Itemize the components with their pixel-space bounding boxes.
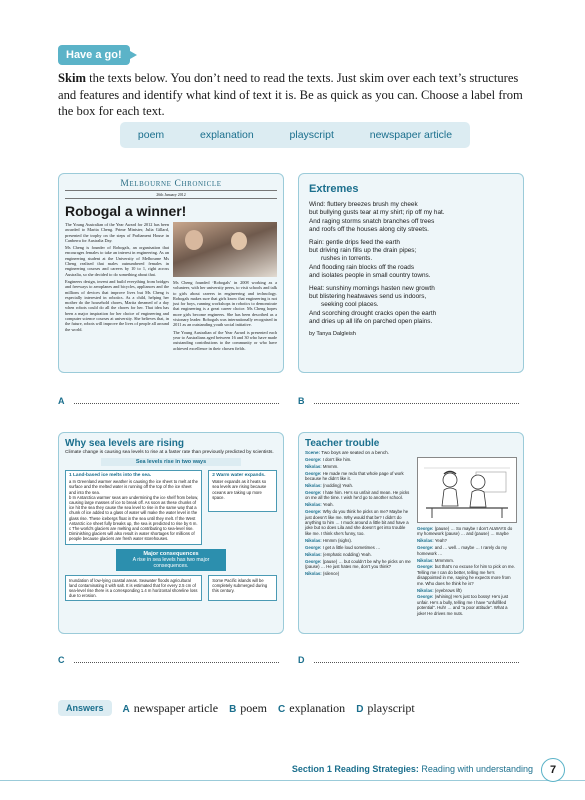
answer-item — [356, 701, 415, 716]
answer-line-letter: C — [58, 655, 65, 665]
answers-row — [58, 700, 415, 716]
answer-letter: A — [122, 703, 130, 715]
answer-line-a[interactable] — [58, 396, 284, 406]
script-line — [305, 559, 412, 570]
box-heading: 2 Warm water expands. — [212, 473, 266, 478]
instructions-text: the texts below. You don’t need to read the texts. Just skim over each text’s structures and features and identify what kind of text it is. Be as quick as you can. Choose a label from the box for each text. — [58, 71, 523, 118]
script-line — [305, 490, 412, 501]
explanation-title: Why sea levels are rising — [65, 438, 184, 449]
scene-text: Two boys are seated on a bench. — [321, 450, 389, 455]
footer-section-title — [292, 764, 533, 774]
speaker: George: — [305, 490, 322, 496]
label-box — [120, 122, 470, 148]
script-line — [417, 558, 517, 563]
script-line — [417, 588, 517, 593]
consequence-box-1 — [65, 575, 202, 602]
speaker: George: — [305, 544, 322, 550]
script-line — [305, 552, 412, 557]
newspaper-headline: Robogal a winner! — [65, 203, 187, 219]
poem-stanza — [309, 201, 513, 235]
article-column-2 — [173, 222, 277, 353]
answer-dotted-line — [314, 662, 519, 663]
line-text: and … well… maybe … I rarely do my homework … — [417, 545, 508, 556]
poem-line: And flooding rain blocks off the roads — [309, 263, 415, 271]
answer-text: explanation — [289, 700, 346, 715]
speaker: George: — [305, 509, 322, 515]
poem-line: And raging storms snatch branches off trees — [309, 217, 435, 225]
boys-on-bench-drawing — [418, 458, 516, 522]
answer-line-b[interactable] — [298, 396, 524, 406]
script-line — [305, 471, 412, 482]
answer-letter: C — [277, 703, 286, 715]
script-line — [417, 545, 517, 556]
answer-text: playscript — [367, 700, 415, 715]
explanation-box-2 — [208, 470, 277, 512]
poem-line: and roofs off the houses along city streets. — [309, 226, 429, 234]
major-consequences-box — [116, 549, 226, 571]
answer-item — [278, 701, 345, 716]
have-a-go-banner: Have a go! — [58, 45, 130, 65]
script-line — [305, 483, 412, 488]
speaker: George: — [417, 564, 434, 570]
poem-line: seeking cool places. — [321, 301, 379, 309]
poem-title: Extremes — [309, 183, 359, 195]
poem-line: rushes in torrents. — [321, 255, 373, 263]
script-line — [417, 564, 517, 586]
speaker: Nikolas: — [305, 537, 322, 543]
script-line — [305, 545, 412, 550]
answer-line-letter: D — [298, 655, 305, 665]
consequence-text: Some Pacific islands will be completely submerged during this century. — [212, 577, 268, 594]
consequence-text: Inundation of low-lying coastal areas. Seawater floods agricultural land contaminating it with salt. It is estimated that for every 2.5 cm of sea-level rise there is a corresponding 1.4 m horizontal shoreline loss due to erosion. — [69, 577, 198, 599]
label-playscript: playscript — [289, 129, 334, 141]
line-text: Why do you think he picks on me? Maybe he just doesn’t like me. Why would that be? I didn’t do anything to him … I muck around a little bit and have a joke but so does Lila and she doesn’t get into trouble like me. I think she’s funny, too. — [305, 509, 409, 536]
footer-topic: Reading with understanding — [418, 764, 533, 774]
speaker: George: — [417, 594, 434, 600]
line-text: but that’s no excuse for him to pick on me. Telling me I can do better, telling me he’s disappointed in me, saying he expects more from me. Who does he think he is? — [417, 564, 516, 586]
explanation-box-1 — [65, 470, 202, 545]
speaker: George: — [305, 558, 322, 564]
newspaper-masthead: Melbourne Chronicle — [65, 179, 277, 191]
label-poem: poem — [137, 129, 165, 141]
poem-line: but bullying gusts tear at my shirt; rip off my hat. — [309, 209, 445, 217]
speaker: Nikolas: — [417, 557, 434, 563]
poem-line: and dries up all life on parched open plains. — [309, 318, 433, 326]
answer-line-letter: A — [58, 396, 65, 406]
article-paragraph: Engineers design, invent and build everything from bridges and freeways to aeroplanes and bicycles, appliances and the millions of devices that improve lives but Ms Cheng is especially interested in robotics. As a child, helping her mother do the household chores, Marita dreamed of a day when robots could do all the chores for her. That idea has been a major inspiration for her choice of engineering and computer science courses at university. She believes that, in the future, robots will improve the lives of people all around the world. — [65, 278, 169, 332]
poem-line: Heat: sunshiny mornings hasten new growth — [309, 284, 435, 292]
scene-label: Scene: — [305, 450, 321, 455]
line-text: Yeah? — [434, 538, 447, 544]
answer-dotted-line — [74, 403, 279, 404]
line-text: I don’t like him. — [322, 457, 352, 462]
speaker: Nikolas: — [417, 587, 434, 593]
box-item: a In Greenland warmer weather is causing the ice sheet to melt at the surface and the melted water is running off the top of the ice sheet and into the sea. — [69, 479, 198, 495]
box-item: b In Antarctica warmer seas are undermining the ice shelf from below, causing large masses of ice to break off. As soon as these chunks of ice hit the sea they cause the sea level to rise in the same way that a chunk of ice added to a glass of water will make the water level in the glass rise. These icebergs float in the sea until they melt. If the West Antarctic ice sheet fully breaks up, the sea is predicted to rise by 6 m. — [69, 494, 199, 526]
speaker: George: — [305, 470, 322, 476]
answer-line-d[interactable] — [298, 655, 524, 665]
speaker: Nikolas: — [417, 538, 434, 544]
line-text: Mmmm. — [322, 463, 339, 469]
poem-line: but driving rain fills up the drain pipes; — [309, 247, 417, 255]
speaker: Nikolas: — [305, 570, 322, 576]
poem-line: Wind: fluttery breezes brush my cheek — [309, 201, 418, 208]
box-text: Water expands as it heats so sea levels are rising because oceans are taking up more space. — [212, 479, 267, 500]
script-line — [305, 502, 412, 507]
script-line — [417, 538, 517, 543]
text-a-panel — [58, 173, 284, 373]
answer-letter: D — [356, 703, 364, 715]
article-photo — [173, 222, 277, 277]
script-line — [305, 509, 412, 536]
answer-letter: B — [229, 703, 237, 715]
article-paragraph: Ms Cheng is founder of Robogals, an organisation that encourages females to take an interest in engineering. As an engineering student at the University of Melbourne Ms Cheng realised that males outnumbered females in engineering courses and careers by 10 to 1, right across Australia, so she decided to do something about that. — [65, 245, 169, 277]
answer-text: poem — [240, 700, 267, 715]
major-consequences-heading: Major consequences — [143, 550, 199, 557]
script-line — [417, 594, 517, 616]
line-text: (nodding) Yeah. — [322, 483, 354, 489]
line-text: I get a little loud sometimes … — [322, 544, 381, 550]
playscript-right-column — [417, 457, 517, 618]
line-text: He made me redo that whole page of work because he didn’t like it. — [305, 470, 404, 482]
label-explanation: explanation — [200, 129, 254, 141]
footer-rule — [0, 780, 585, 781]
script-line — [305, 538, 412, 543]
line-text: (pause) … but couldn’t be why he picks on me (pause) … He just hates me, don’t you think? — [305, 558, 411, 569]
article-column-1 — [65, 222, 169, 353]
line-text: Yeah. — [322, 502, 334, 508]
article-paragraph: The Young Australian of the Year Award for 2012 has been awarded to Marita Cheng. Prime Minister, Julia Gillard, presented the trophy on the steps of Parliament House in Canberra for Australia Day. — [65, 222, 169, 243]
line-text: I hate him. He’s so unfair and mean. He picks on me all the time. I wish he’d go to another school. — [305, 490, 410, 501]
poem-stanza — [309, 285, 513, 327]
footer-section: Section 1 Reading Strategies: — [291, 764, 419, 774]
playscript-title: Teacher trouble — [305, 438, 380, 449]
line-text: Hmmm (sighs). — [322, 537, 353, 543]
line-text: Mmmmm. — [434, 557, 455, 563]
poem-author: by Tanya Dalgleish — [309, 330, 356, 337]
answer-dotted-line — [314, 403, 519, 404]
answer-item — [229, 701, 267, 716]
script-line — [305, 457, 412, 462]
answer-line-letter: B — [298, 396, 305, 406]
script-line — [305, 571, 412, 576]
scene-direction — [305, 450, 517, 455]
speaker: George: — [417, 545, 434, 551]
line-text: (emphatic nodding) Yeah. — [322, 551, 372, 557]
answer-item — [123, 701, 219, 716]
poem-line: Rain: gentle drips feed the earth — [309, 238, 400, 246]
line-text: (whining) He’s just too bossy! He’s just unfair. He’s a bully, telling me I have “unfulfilled potential”. Huh! … and “a poor attitude”. What a joke! He drives me nuts. — [417, 594, 509, 616]
script-line — [305, 464, 412, 469]
speaker: Nikolas: — [305, 483, 322, 489]
instructions-bold: Skim — [58, 71, 86, 85]
page-number: 7 — [541, 758, 565, 782]
playscript-left-column — [305, 457, 412, 618]
two-boys-illustration — [417, 457, 517, 523]
explanation-banner: Sea levels rise in two ways — [101, 458, 241, 466]
text-d-panel — [298, 432, 524, 634]
box-heading: 1 Land-based ice melts into the sea. — [69, 473, 152, 478]
answer-dotted-line — [74, 662, 279, 663]
box-item: c The world’s glaciers are melting and contributing to sea-level rise. Diminishing glaciers will also result in water shortages for millions of people because glaciers are fresh water storehouses. — [69, 526, 195, 542]
article-paragraph: The Young Australian of the Year Award is presented each year to Australians aged between 16 and 30 who have made outstanding contributions to the community or who have achieved excellence in their chosen fields. — [173, 329, 277, 351]
speaker: Nikolas: — [305, 463, 322, 469]
speaker: Nikolas: — [305, 502, 322, 508]
poem-line: And scorching drought cracks open the earth — [309, 309, 437, 317]
explanation-subtitle: Climate change is causing sea levels to rise at a faster rate than previously predicted by scientists. — [65, 450, 274, 455]
speaker: George: — [417, 526, 434, 531]
answer-text: newspaper article — [133, 700, 219, 715]
text-b-panel — [298, 173, 524, 373]
newspaper-date: 26th January 2012 — [65, 191, 277, 199]
instructions — [58, 70, 530, 120]
major-consequences-subtitle: A rise in sea levels has two major consequences. — [132, 556, 210, 569]
page-footer — [0, 762, 585, 784]
consequence-box-2 — [208, 575, 277, 602]
text-c-panel — [58, 432, 284, 634]
line-text: (pause) … So maybe I don’t ALWAYS do my homework (pause) … and (pause) … maybe — [417, 526, 513, 537]
label-newspaper-article: newspaper article — [369, 129, 453, 141]
speaker: George: — [305, 457, 322, 462]
answers-tag: Answers — [58, 700, 112, 716]
poem-stanza — [309, 239, 513, 281]
script-line — [417, 526, 517, 537]
line-text: (silence) — [322, 570, 340, 576]
poem-line: but blistering heatwaves send us indoors, — [309, 293, 427, 301]
poem-line: and isolates people in small country towns. — [309, 272, 431, 280]
line-text: (eyebrows lift) — [434, 587, 462, 593]
speaker: Nikolas: — [305, 551, 322, 557]
article-paragraph: Ms Cheng founded ‘Robogals’ in 2008 working as a volunteer, with her university peers, to visit schools and talk to girls about careers in engineering and technology. Robogals makes sure that girls know that engineering is not just for boys, running workshops in robotics to demonstrate that engineering is a great career choice. Ms Cheng hopes more girls become engineers. She has been described as a visionary leader. Robogals was internationally recognised in 2011 as an outstanding youth social initiative. — [173, 280, 277, 328]
answer-line-c[interactable] — [58, 655, 284, 665]
